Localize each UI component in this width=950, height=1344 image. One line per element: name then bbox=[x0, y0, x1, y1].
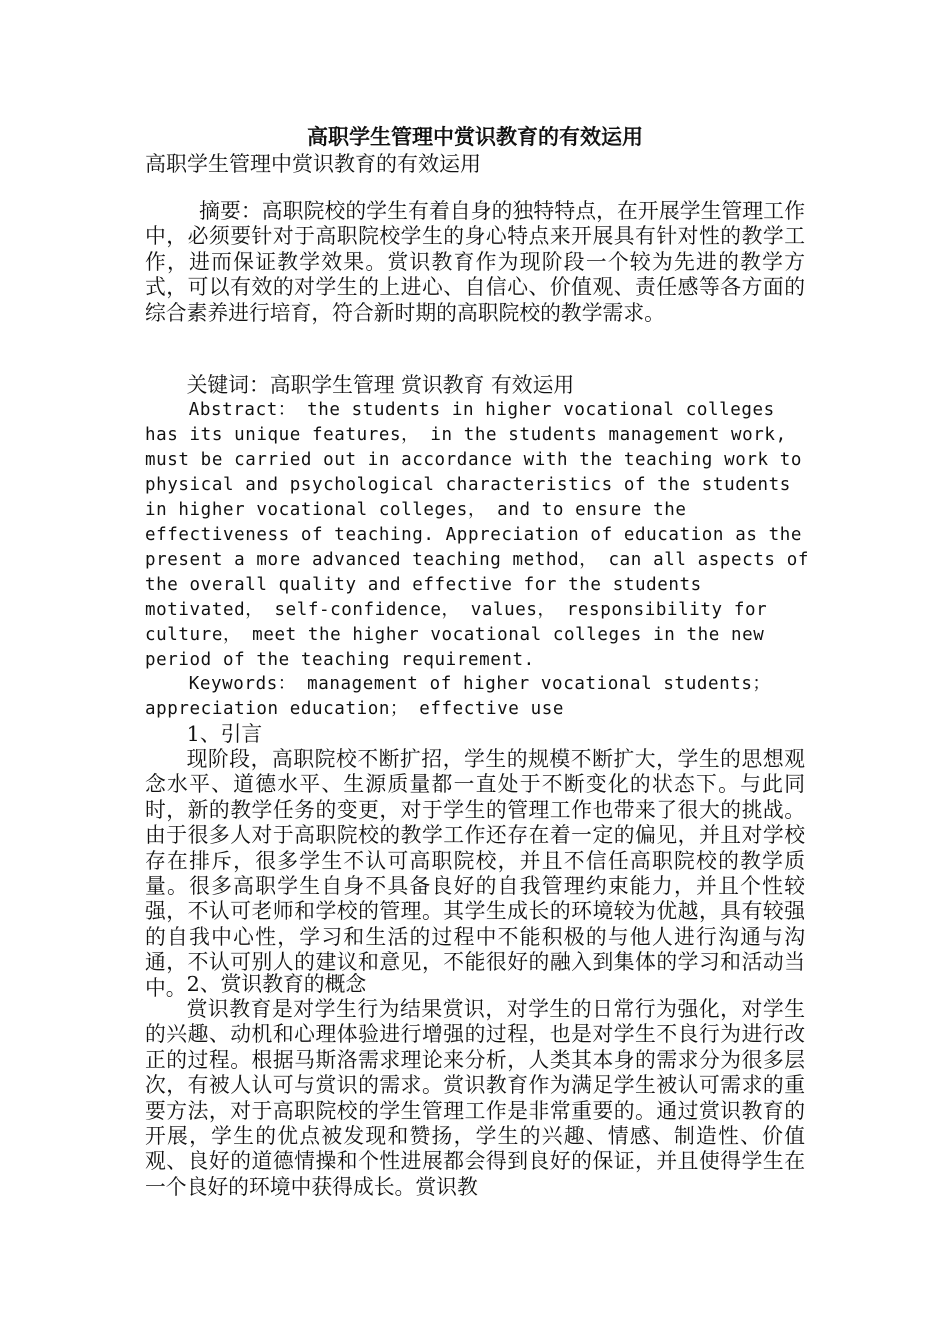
section-1-heading: 1、引言 bbox=[186, 722, 263, 746]
english-abstract bbox=[145, 398, 810, 673]
english-keywords-text: Keywords： management of higher vocational students； appreciation education； effective use bbox=[145, 674, 771, 719]
section-1-body bbox=[145, 747, 805, 1001]
document-title: 高职学生管理中赏识教育的有效运用 bbox=[307, 124, 643, 149]
section-2-body bbox=[145, 997, 805, 1200]
section-1-paragraph: 现阶段，高职院校不断扩招，学生的规模不断扩大，学生的思想观念水平、道德水平、生源质量都一直处于不断变化的状态下。与此同时，新的教学任务的变更，对于学生的管理工作也带来了很大的挑战。由于很多人对于高职院校的教学工作还存在着一定的偏见，并且对学校存在排斥，很多学生不认可高职院校，并且不信任高职院校的教学质量。很多高职学生自身不具备良好的自我管理约束能力，并且个性较强，不认可老师和学校的管理。其学生成长的环境较为优越，具有较强的自我中心性，学习和生活的过程中不能积极的与他人进行沟通与沟通，不认可别人的建议和意见，不能很好的融入到集体的学习和活动当中。 bbox=[145, 747, 805, 1000]
section-2-paragraph: 赏识教育是对学生行为结果赏识，对学生的日常行为强化，对学生的兴趣、动机和心理体验进行增强的过程，也是对学生不良行为进行改正的过程。根据马斯洛需求理论来分析，人类其本身的需求分为很多层次，有被人认可与赏识的需求。赏识教育作为满足学生被认可需求的重要方法，对于高职院校的学生管理工作是非常重要的。通过赏识教育的开展，学生的优点被发现和赞扬，学生的兴趣、情感、制造性、价值观、良好的道德情操和个性进展都会得到良好的保证，并且使得学生在一个良好的环境中获得成长。赏识教 bbox=[145, 997, 805, 1199]
chinese-abstract bbox=[145, 199, 805, 326]
english-abstract-text: Abstract： the students in higher vocational colleges has its unique features， in the students management work, must be carried out in accordance with the teaching work to physical and psychological characteristics of the students in higher vocational colleges， and to ensure the effectiveness of teaching. Appreciation of education as the present a more advanced teaching method， can all aspects of the overall quality and effective for the students motivated， self-confidence， values， responsibility for culture， meet the higher vocational colleges in the new period of the teaching requirement. bbox=[145, 400, 809, 670]
section-2-heading: 2、赏识教育的概念 bbox=[186, 972, 367, 996]
chinese-keywords: 关键词：高职学生管理 赏识教育 有效运用 bbox=[186, 373, 575, 397]
document-subtitle: 高职学生管理中赏识教育的有效运用 bbox=[145, 152, 481, 176]
chinese-abstract-text: 摘要：高职院校的学生有着自身的独特特点，在开展学生管理工作中，必须要针对于高职院校学生的身心特点来开展具有针对性的教学工作，进而保证教学效果。赏识教育作为现阶段一个较为先进的教学方式，可以有效的对学生的上进心、自信心、价值观、责任感等各方面的综合素养进行培育，符合新时期的高职院校的教学需求。 bbox=[145, 199, 805, 325]
english-keywords bbox=[145, 672, 810, 722]
